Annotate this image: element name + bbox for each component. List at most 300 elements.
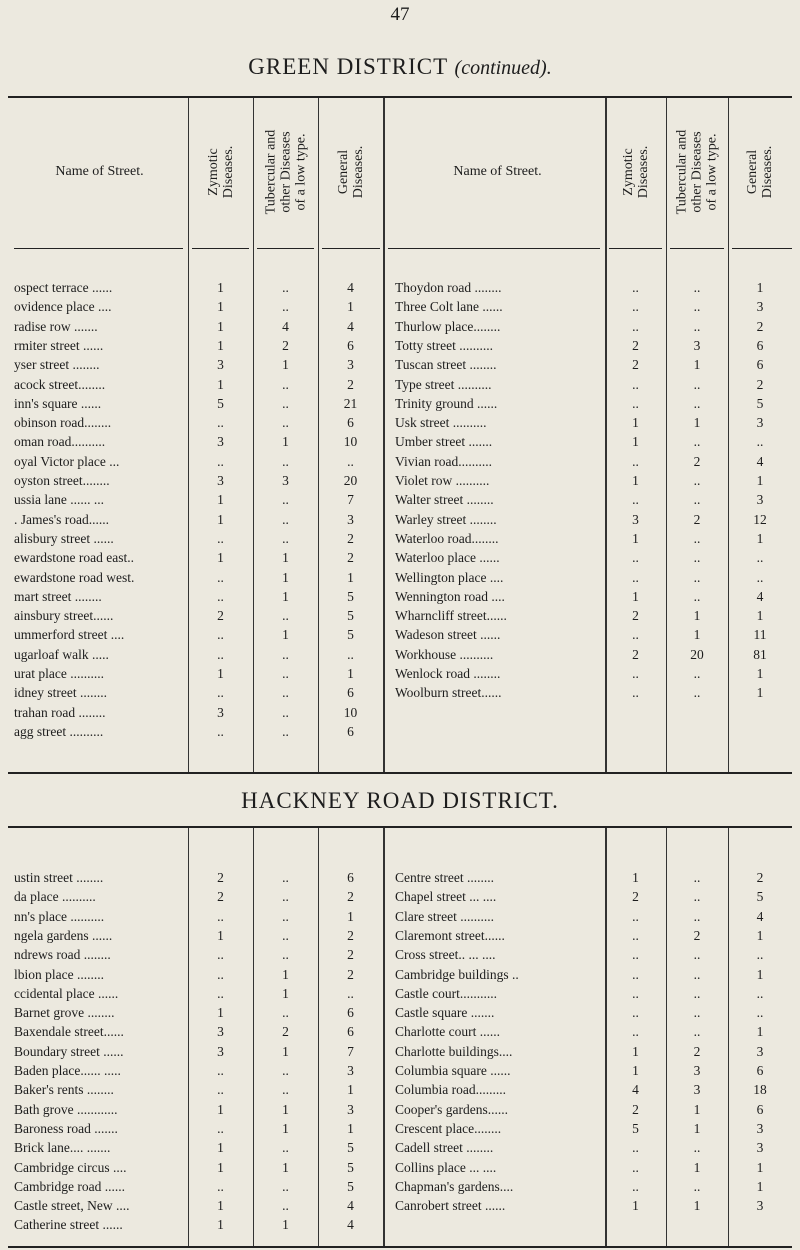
general-count: 1 <box>756 473 764 488</box>
general-count: 3 <box>756 1043 764 1059</box>
green-district-title-text: GREEN DISTRICT <box>248 54 448 79</box>
general-count: .. <box>756 1005 764 1021</box>
street-name: Waterloo place ...... <box>395 550 500 566</box>
tubercular-count: .. <box>282 908 289 924</box>
zymotic-count: .. <box>632 666 639 681</box>
general-count: 1 <box>347 908 354 924</box>
hackney-district-title: HACKNEY ROAD DISTRICT. <box>241 788 559 813</box>
zymotic-count: 1 <box>217 337 224 353</box>
column-header-name: Name of Street. <box>55 164 144 179</box>
zymotic-count: 1 <box>632 415 639 431</box>
tubercular-count: 3 <box>282 473 289 488</box>
zymotic-count: .. <box>632 1024 639 1040</box>
street-name: Cambridge buildings .. <box>395 966 519 982</box>
street-name: Thurlow place........ <box>395 318 501 334</box>
tubercular-count: .. <box>282 870 289 885</box>
zymotic-count: 2 <box>632 1101 639 1117</box>
tubercular-count: .. <box>693 395 701 411</box>
general-count: 1 <box>347 569 354 585</box>
street-name: Waterloo road........ <box>395 530 499 546</box>
zymotic-count: 2 <box>632 608 639 624</box>
street-name: Cambridge circus .... <box>14 1159 127 1175</box>
general-count: 6 <box>347 1024 354 1040</box>
general-count: 2 <box>347 550 354 566</box>
street-name: urat place .......... <box>14 666 104 681</box>
zymotic-count: 4 <box>632 1082 639 1098</box>
tubercular-count: .. <box>693 985 701 1001</box>
column-header-zymotic-text: Zymotic Diseases. <box>620 145 651 199</box>
general-count: 21 <box>343 395 358 411</box>
general-count: 2 <box>347 889 354 905</box>
street-name: . James's road...... <box>14 511 110 527</box>
zymotic-count: .. <box>632 376 639 392</box>
zymotic-count: .. <box>632 927 639 943</box>
street-name: Wellington place .... <box>395 569 504 585</box>
street-name: Workhouse .......... <box>395 646 494 662</box>
street-name: da place .......... <box>14 889 96 905</box>
tubercular-count: .. <box>282 453 289 469</box>
tubercular-count: 1 <box>282 1043 289 1059</box>
general-count: 3 <box>756 1120 764 1136</box>
zymotic-count: 1 <box>632 870 639 885</box>
street-name: ovidence place .... <box>14 299 112 315</box>
street-name: Baxendale street...... <box>14 1024 124 1040</box>
tubercular-count: 1 <box>282 569 289 585</box>
street-name: Castle street, New .... <box>14 1198 130 1214</box>
zymotic-count: 1 <box>217 299 224 315</box>
zymotic-count: .. <box>632 395 639 411</box>
street-name: Baroness road ....... <box>14 1120 118 1136</box>
street-name: obinson road........ <box>14 415 112 431</box>
tubercular-count: 3 <box>693 337 701 353</box>
zymotic-count: 1 <box>217 666 224 681</box>
tubercular-count: .. <box>282 646 289 662</box>
tubercular-count: .. <box>693 1140 701 1156</box>
street-name: Vivian road.......... <box>395 453 493 469</box>
zymotic-count: 2 <box>217 870 224 885</box>
green_district-header-rule <box>322 248 380 249</box>
green-district-subtitle: (continued). <box>454 57 552 79</box>
tubercular-count: .. <box>693 889 701 905</box>
street-name: inn's square ...... <box>14 395 102 411</box>
zymotic-count: .. <box>217 415 224 431</box>
tubercular-count: 1 <box>693 1198 701 1214</box>
general-count: 6 <box>347 723 354 739</box>
tubercular-count: .. <box>282 723 289 739</box>
general-count: 6 <box>756 357 764 373</box>
column-header-general-text: General Diseases. <box>335 145 366 199</box>
tubercular-count: .. <box>693 1005 701 1021</box>
street-name: Cambridge road ...... <box>14 1178 125 1194</box>
general-count: 2 <box>347 966 354 982</box>
general-count: 1 <box>347 299 354 315</box>
street-name: oyal Victor place ... <box>14 453 120 469</box>
general-count: 3 <box>756 492 764 508</box>
tubercular-count: 2 <box>693 927 701 943</box>
general-count: 6 <box>347 415 354 431</box>
tubercular-count: 2 <box>693 511 701 527</box>
zymotic-count: .. <box>632 627 639 643</box>
street-name: Totty street .......... <box>395 337 494 353</box>
tubercular-count: .. <box>693 666 701 681</box>
general-count: .. <box>347 453 354 469</box>
zymotic-count: .. <box>632 550 639 566</box>
street-name: ainsbury street...... <box>14 608 114 624</box>
zymotic-count: .. <box>217 569 224 585</box>
street-name: Wadeson street ...... <box>395 627 501 643</box>
general-count: 2 <box>756 870 764 885</box>
general-count: .. <box>756 985 764 1001</box>
zymotic-count: 1 <box>217 1217 224 1233</box>
general-count: 1 <box>756 1178 764 1194</box>
zymotic-count: .. <box>632 280 639 295</box>
general-count: 1 <box>347 1120 354 1136</box>
tubercular-count: .. <box>693 473 701 488</box>
tubercular-count: 1 <box>693 1101 701 1117</box>
green_district-top-rule <box>8 96 792 98</box>
street-name: Collins place ... .... <box>395 1159 497 1175</box>
tubercular-count: .. <box>282 608 289 624</box>
general-count: .. <box>756 569 764 585</box>
general-count: 3 <box>756 299 764 315</box>
street-name: Walter street ........ <box>395 492 494 508</box>
green_district-bottom-rule <box>8 772 792 774</box>
zymotic-count: 1 <box>217 927 224 943</box>
green_district-col-rule <box>383 98 385 772</box>
street-name: Charlotte buildings.... <box>395 1043 513 1059</box>
zymotic-count: 1 <box>217 1140 224 1156</box>
street-name: Brick lane.... ....... <box>14 1140 111 1156</box>
zymotic-count: .. <box>217 627 224 643</box>
street-name: Cooper's gardens...... <box>395 1101 509 1117</box>
general-count: 2 <box>756 318 764 334</box>
zymotic-count: .. <box>632 966 639 982</box>
general-count: 5 <box>347 608 354 624</box>
tubercular-count: .. <box>282 511 289 527</box>
tubercular-count: 1 <box>693 608 701 624</box>
green_district-header-rule <box>14 248 183 249</box>
zymotic-count: 1 <box>632 1043 639 1059</box>
tubercular-count: 3 <box>693 1063 701 1078</box>
tubercular-count: .. <box>693 947 701 963</box>
zymotic-count: 1 <box>632 473 639 488</box>
street-name: Umber street ....... <box>395 434 493 450</box>
tubercular-count: .. <box>693 434 701 450</box>
street-name: Cross street.. ... .... <box>395 947 496 963</box>
zymotic-count: 1 <box>217 376 224 392</box>
tubercular-count: .. <box>693 870 701 885</box>
street-name: ndrews road ........ <box>14 947 111 963</box>
street-name: oyston street........ <box>14 473 110 488</box>
zymotic-count: .. <box>217 908 224 924</box>
street-name: ewardstone road east.. <box>14 550 134 566</box>
street-name: nn's place .......... <box>14 908 105 924</box>
zymotic-count: .. <box>632 1140 639 1156</box>
tubercular-count: .. <box>693 569 701 585</box>
tubercular-count: 1 <box>693 1159 701 1175</box>
zymotic-count: .. <box>632 299 639 315</box>
street-name: Baden place...... ..... <box>14 1063 121 1078</box>
general-count: .. <box>347 985 354 1001</box>
hackney_district-bottom-rule <box>8 1246 792 1248</box>
page-number: 47 <box>390 4 410 25</box>
tubercular-count: .. <box>693 588 701 604</box>
green_district-header-rule <box>192 248 249 249</box>
zymotic-count: .. <box>217 947 224 963</box>
zymotic-count: .. <box>632 569 639 585</box>
general-count: 4 <box>756 588 764 604</box>
tubercular-count: 2 <box>693 1043 701 1059</box>
general-count: 1 <box>756 530 764 546</box>
street-name: Bath grove ............ <box>14 1101 118 1117</box>
zymotic-count: 1 <box>632 1063 639 1078</box>
street-name: Thoydon road ........ <box>395 280 502 295</box>
street-name: Tuscan street ........ <box>395 357 497 373</box>
street-name: ccidental place ...... <box>14 985 119 1001</box>
tubercular-count: 4 <box>282 318 289 334</box>
zymotic-count: 1 <box>632 530 639 546</box>
hackney_district-col-rule <box>383 828 385 1246</box>
tubercular-count: 1 <box>282 1217 289 1233</box>
green-district-title <box>0 54 800 80</box>
street-name: ewardstone road west. <box>14 569 135 585</box>
zymotic-count: 1 <box>632 1198 639 1214</box>
general-count: 4 <box>756 908 764 924</box>
street-name: yser street ........ <box>14 357 100 373</box>
tubercular-count: 2 <box>693 453 701 469</box>
zymotic-count: 1 <box>217 511 224 527</box>
general-count: 3 <box>347 511 354 527</box>
general-count: 10 <box>343 434 358 450</box>
zymotic-count: 5 <box>217 395 224 411</box>
tubercular-count: 1 <box>282 550 289 566</box>
tubercular-count: 3 <box>693 1082 701 1098</box>
general-count: 6 <box>347 685 354 701</box>
street-name: Trinity ground ...... <box>395 395 498 411</box>
zymotic-count: .. <box>632 1005 639 1021</box>
street-name: ummerford street .... <box>14 627 125 643</box>
street-name: Wenlock road ........ <box>395 666 501 681</box>
zymotic-count: .. <box>217 966 224 982</box>
tubercular-count: 1 <box>282 1159 289 1175</box>
zymotic-count: 1 <box>217 1005 224 1021</box>
column-header-tubercular-text: Tubercular and other Diseases of a low type. <box>263 129 308 215</box>
general-count: 1 <box>347 666 354 681</box>
tubercular-count: 20 <box>690 646 704 662</box>
street-name: ugarloaf walk ..... <box>14 646 109 662</box>
general-count: 7 <box>347 492 354 508</box>
street-name: Usk street .......... <box>395 415 487 431</box>
general-count: 2 <box>347 927 354 943</box>
tubercular-count: 1 <box>282 588 289 604</box>
zymotic-count: .. <box>632 985 639 1001</box>
general-count: .. <box>756 947 764 963</box>
zymotic-count: 1 <box>632 434 639 450</box>
general-count: 3 <box>756 1140 764 1156</box>
tubercular-count: .. <box>282 666 289 681</box>
tubercular-count: .. <box>693 376 701 392</box>
tubercular-count: .. <box>693 492 701 508</box>
tubercular-count: .. <box>282 376 289 392</box>
street-name: Violet row .......... <box>395 473 490 488</box>
tubercular-count: .. <box>282 280 289 295</box>
zymotic-count: .. <box>217 530 224 546</box>
street-name: ngela gardens ...... <box>14 927 113 943</box>
green_district-header-rule <box>732 248 792 249</box>
general-count: 81 <box>753 646 767 662</box>
general-count: 5 <box>347 1140 354 1156</box>
general-count: 6 <box>347 337 354 353</box>
general-count: 1 <box>756 927 764 943</box>
general-count: 5 <box>756 889 764 905</box>
general-count: 1 <box>756 685 764 701</box>
green_district-header-rule <box>670 248 724 249</box>
tubercular-count: .. <box>693 966 701 982</box>
zymotic-count: .. <box>217 646 224 662</box>
general-count: 5 <box>347 588 354 604</box>
green_district-header-rule <box>388 248 600 249</box>
general-count: 2 <box>347 376 354 392</box>
tubercular-count: .. <box>282 889 289 905</box>
zymotic-count: 1 <box>217 1198 224 1214</box>
street-name: radise row ....... <box>14 318 98 334</box>
zymotic-count: 2 <box>217 889 224 905</box>
column-header-general-text: General Diseases. <box>745 145 775 199</box>
tubercular-count: .. <box>282 1178 289 1194</box>
zymotic-count: 3 <box>217 1043 224 1059</box>
street-name: Chapman's gardens.... <box>395 1178 514 1194</box>
street-name: Baker's rents ........ <box>14 1082 114 1098</box>
street-name: rmiter street ...... <box>14 337 104 353</box>
general-count: 1 <box>756 608 764 624</box>
zymotic-count: .. <box>217 1082 224 1098</box>
tubercular-count: 1 <box>693 627 701 643</box>
tubercular-count: .. <box>282 492 289 508</box>
street-name: ussia lane ...... ... <box>14 492 104 508</box>
zymotic-count: .. <box>632 492 639 508</box>
zymotic-count: 3 <box>217 1024 224 1040</box>
street-name: Crescent place........ <box>395 1120 502 1136</box>
zymotic-count: .. <box>632 947 639 963</box>
tubercular-count: 1 <box>282 966 289 982</box>
zymotic-count: .. <box>217 588 224 604</box>
general-count: 3 <box>347 1101 354 1117</box>
general-count: 3 <box>756 1198 764 1214</box>
general-count: 6 <box>756 1063 764 1078</box>
zymotic-count: 2 <box>217 608 224 624</box>
zymotic-count: .. <box>217 453 224 469</box>
tubercular-count: .. <box>282 530 289 546</box>
street-name: ospect terrace ...... <box>14 280 113 295</box>
street-name: Type street .......... <box>395 376 492 392</box>
general-count: 11 <box>753 627 767 643</box>
street-name: Catherine street ...... <box>14 1217 123 1233</box>
general-count: 4 <box>347 318 354 334</box>
tubercular-count: .. <box>693 1024 701 1040</box>
zymotic-count: 1 <box>217 1101 224 1117</box>
general-count: 20 <box>343 473 358 488</box>
zymotic-count: 2 <box>632 337 639 353</box>
general-count: 3 <box>756 415 764 431</box>
general-count: 4 <box>347 1198 354 1214</box>
tubercular-count: .. <box>282 1140 289 1156</box>
general-count: 2 <box>347 530 354 546</box>
street-name: Centre street ........ <box>395 870 494 885</box>
general-count: 4 <box>347 1217 354 1233</box>
green_district-header-rule <box>609 248 662 249</box>
zymotic-count: .. <box>632 685 639 701</box>
general-count: 5 <box>756 395 764 411</box>
tubercular-count: 2 <box>282 337 289 353</box>
zymotic-count: .. <box>217 1063 224 1078</box>
zymotic-count: .. <box>217 1120 224 1136</box>
street-name: Woolburn street...... <box>395 685 502 701</box>
street-name: idney street ........ <box>14 685 107 701</box>
zymotic-count: 3 <box>632 511 639 527</box>
street-name: oman road.......... <box>14 434 106 450</box>
column-header-tubercular-text: Tubercular and other Diseases of a low type. <box>674 129 720 215</box>
general-count: 4 <box>756 453 764 469</box>
zymotic-count: 2 <box>632 357 639 373</box>
zymotic-count: 3 <box>217 357 224 373</box>
street-name: Clare street .......... <box>395 908 494 924</box>
general-count: 3 <box>347 357 354 373</box>
street-name: trahan road ........ <box>14 704 106 720</box>
general-count: 6 <box>756 337 764 353</box>
tubercular-count: .. <box>282 704 289 720</box>
street-name: mart street ........ <box>14 588 102 604</box>
street-name: Cadell street ........ <box>395 1140 494 1156</box>
tubercular-count: 1 <box>693 415 701 431</box>
street-name: Three Colt lane ...... <box>395 299 503 315</box>
tubercular-count: .. <box>693 299 701 315</box>
general-count: 2 <box>347 947 354 963</box>
general-count: 4 <box>347 280 354 295</box>
zymotic-count: .. <box>632 1159 639 1175</box>
street-name: Columbia road......... <box>395 1082 506 1098</box>
general-count: 6 <box>756 1101 764 1117</box>
zymotic-count: .. <box>217 985 224 1001</box>
general-count: 7 <box>347 1043 354 1059</box>
general-count: 12 <box>753 511 767 527</box>
tubercular-count: 1 <box>282 985 289 1001</box>
tubercular-count: .. <box>282 1063 289 1078</box>
street-name: Columbia square ...... <box>395 1063 511 1078</box>
general-count: 1 <box>756 666 764 681</box>
general-count: 6 <box>347 870 354 885</box>
general-count: 3 <box>347 1063 354 1078</box>
tubercular-count: .. <box>282 395 289 411</box>
tubercular-count: .. <box>282 1198 289 1214</box>
street-name: ustin street ........ <box>14 870 104 885</box>
tubercular-count: 1 <box>282 627 289 643</box>
zymotic-count: .. <box>632 318 639 334</box>
tubercular-count: 1 <box>282 1101 289 1117</box>
zymotic-count: 2 <box>632 889 639 905</box>
tubercular-count: .. <box>693 685 701 701</box>
general-count: .. <box>756 434 764 450</box>
general-count: 1 <box>756 1024 764 1040</box>
general-count: 1 <box>756 1159 764 1175</box>
general-count: 1 <box>347 1082 354 1098</box>
zymotic-count: .. <box>217 685 224 701</box>
general-count: 1 <box>756 966 764 982</box>
tubercular-count: .. <box>282 927 289 943</box>
general-count: 2 <box>756 376 764 392</box>
tubercular-count: 1 <box>282 1120 289 1136</box>
zymotic-count: 1 <box>217 492 224 508</box>
street-name: Boundary street ...... <box>14 1043 124 1059</box>
